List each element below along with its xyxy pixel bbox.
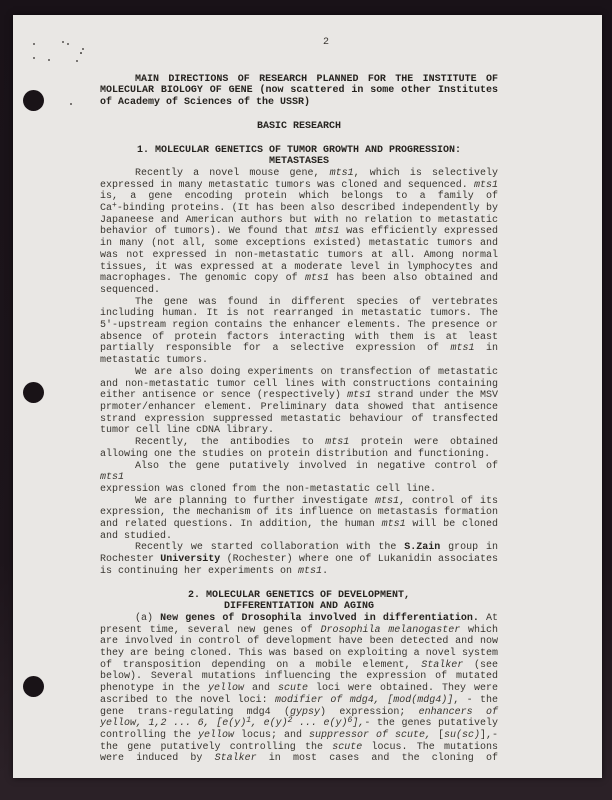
text-segment: , control of its [399, 495, 499, 507]
text-segment: The gene was found in different species of vertebrates [135, 296, 498, 308]
text-segment: macrophages. The genomic copy of [100, 273, 305, 285]
text-segment: mts1 [315, 226, 340, 238]
text-line [100, 97, 498, 109]
text-line [100, 566, 498, 578]
paragraph [100, 297, 498, 367]
text-segment: METASTASES [268, 156, 329, 168]
text-line [100, 590, 498, 602]
text-segment: BASIC RESEARCH [256, 120, 341, 132]
text-segment: mts1 [305, 273, 330, 285]
text-line [100, 554, 498, 566]
text-segment: and related questions. In addition, the human [100, 519, 382, 531]
text-segment: + [112, 201, 117, 211]
text-line [100, 74, 498, 86]
text-segment: absence of protein factors interacting with them is at least [100, 331, 498, 343]
text-segment: 5'-upstream region contains the enhancer elements. The presence or [100, 320, 498, 332]
text-line [100, 542, 498, 554]
text-segment: mts1 [473, 179, 498, 191]
text-segment: loci were obtained. They were [308, 683, 498, 695]
text-segment: Also the gene putatively involved in negative control of [135, 460, 498, 472]
ink-speck [33, 57, 35, 59]
ink-speck [70, 103, 72, 105]
text-segment: (see [463, 659, 498, 671]
text-segment: expression was cloned from the non-metastatic cell line. [100, 483, 437, 495]
text-line [100, 449, 498, 461]
section-heading [100, 590, 498, 613]
text-segment: 6 [347, 716, 353, 726]
text-segment: either antisence or sence (respectively) [100, 390, 348, 402]
page-number: 2 [322, 37, 329, 48]
text-line [100, 461, 498, 484]
text-segment: protein were obtained [349, 437, 498, 449]
text-segment: Drosophila melanogaster [320, 624, 461, 636]
text-segment: present time, several new genes of [100, 624, 321, 636]
text-segment: suppressor of scute, [308, 729, 431, 741]
text-segment: expressed in many metastatic tumors was cloned and sequenced. [100, 179, 474, 191]
ink-speck [67, 43, 69, 45]
text-segment: su(sc) [443, 729, 480, 741]
text-segment: Rochester [100, 554, 161, 566]
text-segment: Japaneese and American authors but with no relation to metastatic [100, 214, 498, 226]
paragraph [100, 461, 498, 496]
paragraph [100, 367, 498, 437]
text-segment: , which is selectively [353, 167, 498, 179]
text-segment: mts1 [450, 343, 475, 355]
text-segment: tumor cell line cDNA library. [100, 425, 275, 437]
text-segment: DIFFERENTIATION AND AGING [223, 601, 375, 613]
text-segment: and [244, 683, 278, 695]
text-segment: of transposition depending on a mobile element, [100, 659, 422, 671]
text-line [100, 402, 498, 414]
text-line [100, 273, 498, 285]
text-segment: New genes of Drosophila involved in differentiation. [160, 612, 479, 624]
text-segment: are involved in control of development have been detected and now [100, 636, 498, 648]
text-line [100, 262, 498, 274]
text-line [100, 297, 498, 309]
text-segment: modifier of mdg4, [mod(mdg4)] [275, 694, 454, 706]
text-line [100, 308, 498, 320]
text-segment: was not expressed in non-metastatic tumors at all. Among normal [100, 249, 498, 261]
text-segment: MOLECULAR BIOLOGY OF GENE (now scattered in some other Institutes [100, 85, 498, 97]
text-line [100, 355, 498, 367]
text-segment: (Rochester) where one of Lukanidin associates [220, 554, 499, 566]
text-segment: enhancers of [418, 706, 499, 718]
text-segment: ], [352, 718, 365, 730]
text-line [100, 226, 498, 238]
text-line [100, 695, 498, 707]
ink-speck [80, 52, 82, 54]
text-segment: group in [440, 542, 498, 554]
text-line [100, 414, 498, 426]
text-segment: At [478, 612, 498, 624]
text-line [100, 648, 498, 660]
text-line [100, 531, 498, 543]
text-segment: - the genes putatively [364, 718, 499, 730]
text-segment: they are being cloned. This was based on exploiting a novel system [100, 648, 498, 660]
text-segment: ],- [479, 729, 498, 741]
text-line [100, 601, 498, 613]
text-segment: partially responsible for a selective expression of [100, 343, 451, 355]
text-line [100, 437, 498, 449]
text-segment: is, a gene encoding protein which belongs to a family of [100, 191, 498, 203]
ink-speck [82, 48, 84, 50]
text-segment: mts1 [100, 472, 125, 484]
text-segment: Ca [100, 203, 113, 215]
text-segment: tissues, it was expressed at a moderate level in lymphocytes and [100, 261, 498, 273]
document-body [100, 74, 498, 765]
text-segment: scute [332, 741, 363, 753]
text-line [100, 425, 498, 437]
document-page [13, 15, 602, 778]
text-line [100, 636, 498, 648]
text-segment: mts1 [375, 495, 400, 507]
paragraph [100, 437, 498, 460]
text-line [100, 367, 498, 379]
text-segment: ascribed to the novel loci: [100, 694, 275, 706]
text-line [100, 215, 498, 227]
text-segment: mts1 [381, 519, 406, 531]
text-segment: and studied. [100, 530, 173, 542]
text-line [100, 156, 498, 168]
text-line [100, 519, 498, 531]
text-segment: -binding proteins. (It has been also described independently by [116, 203, 498, 215]
paragraph [100, 542, 498, 577]
text-segment: of Academy of Sciences of the USSR) [100, 97, 311, 109]
punch-hole [23, 676, 44, 697]
text-line [100, 390, 498, 402]
text-segment: including human. It is not rearranged in metastatic tumors. The [100, 308, 498, 320]
text-line [100, 343, 498, 355]
text-segment: scute [277, 683, 308, 695]
text-line [100, 85, 498, 97]
text-segment: ) expression; [320, 706, 419, 718]
text-line [100, 191, 498, 203]
text-line [100, 613, 498, 625]
text-segment: mts1 [329, 167, 354, 179]
text-segment: strand under the MSV [371, 390, 498, 402]
text-line [100, 332, 498, 344]
punch-hole [23, 90, 44, 111]
text-line [100, 145, 498, 157]
text-line [100, 285, 498, 297]
text-segment: below). Several mutations influencing the expression of mutated [100, 671, 498, 683]
text-segment: , - the [453, 694, 499, 706]
section-heading [100, 145, 498, 168]
text-line [100, 250, 498, 262]
text-segment: 1 [246, 716, 252, 726]
text-segment: Stalker [421, 659, 464, 671]
text-line [100, 730, 498, 742]
ink-speck [33, 43, 35, 45]
text-line [100, 671, 498, 683]
text-segment: mts1 [325, 437, 350, 449]
text-segment: mts1 [298, 565, 323, 577]
text-segment: which [460, 624, 498, 636]
text-line [100, 707, 498, 719]
text-segment: in many (not all, some exceptions existed) metastatic tumors and [100, 238, 498, 250]
ink-speck [76, 60, 78, 62]
text-line [100, 625, 498, 637]
text-segment: . [322, 565, 329, 577]
text-line [100, 683, 498, 695]
text-line [100, 379, 498, 391]
text-segment: yellow, 1,2 ... 6, [e(y) [100, 718, 247, 730]
document-title [100, 74, 498, 109]
text-segment: the gene putatively controlling the [100, 741, 333, 753]
text-segment: locus. The mutations [362, 741, 498, 753]
text-segment: mts1 [347, 390, 372, 402]
text-line [100, 660, 498, 672]
text-segment: yellow [207, 683, 244, 695]
text-line [100, 718, 498, 730]
text-line [100, 180, 498, 192]
text-segment: metastatic tumors. [100, 355, 209, 367]
text-segment: phenotype in the [100, 683, 208, 695]
text-segment: 1. MOLECULAR GENETICS OF TUMOR GROWTH AND PROGRESSION: [136, 144, 462, 156]
text-line [100, 121, 498, 133]
text-segment: strand expression suppressed metastatic behaviour of transfected [100, 413, 498, 425]
paragraph [100, 168, 498, 297]
text-segment: 2. MOLECULAR GENETICS OF DEVELOPMENT, [187, 589, 411, 601]
text-segment: will be cloned [405, 519, 499, 531]
text-segment: Recently a novel mouse gene, [135, 167, 330, 179]
text-segment: We are planning to further investigate [135, 495, 375, 507]
text-segment: Stalker [214, 753, 257, 765]
paragraph [100, 613, 498, 765]
text-segment: yellow [197, 729, 234, 741]
text-line [100, 496, 498, 508]
text-segment: MAIN DIRECTIONS OF RESEARCH PLANNED FOR THE INSTITUTE OF [135, 73, 498, 85]
section-heading [100, 121, 498, 133]
text-line [100, 484, 498, 496]
text-segment: Recently, the antibodies to [135, 437, 326, 449]
text-segment: Recently we started collaboration with the [135, 542, 405, 554]
text-segment: S.Zain [404, 542, 441, 554]
text-line [100, 507, 498, 519]
punch-hole [23, 382, 44, 403]
text-segment: was efficiently expressed [339, 226, 498, 238]
ink-speck [62, 41, 64, 43]
text-segment: ... e(y) [292, 718, 348, 730]
text-segment: and non-metastatic tumor cell lines with constructions containing [100, 378, 498, 390]
text-segment: gene trans-regulating mdg4 ( [100, 706, 290, 718]
document-content [100, 37, 498, 765]
text-segment: , e(y) [251, 718, 288, 730]
ink-speck [48, 59, 50, 61]
text-segment: behavior of tumors). We found that [100, 226, 316, 238]
text-segment: [ [430, 729, 444, 741]
text-segment: gypsy [290, 706, 321, 718]
text-segment: prmoter/enhancer element. Preliminary data showed that antisence [100, 401, 498, 413]
text-line [100, 742, 498, 754]
text-segment: We are also doing experiments on transfection of metastatic [135, 366, 498, 378]
text-segment: controlling the [100, 729, 198, 741]
text-segment: allowing one the studies on protein distribution and functioning. [100, 448, 491, 460]
text-segment: (a) [135, 612, 161, 624]
text-segment: University [160, 554, 221, 566]
text-segment: in most cases and the cloning of [256, 753, 498, 765]
text-line [100, 168, 498, 180]
text-line [100, 320, 498, 332]
paragraph [100, 496, 498, 543]
text-segment: 2 [287, 716, 293, 726]
text-line [100, 203, 498, 215]
text-segment: in [474, 343, 498, 355]
text-segment: is continuing her experiments on [100, 565, 299, 577]
text-line [100, 238, 498, 250]
text-segment: sequenced. [100, 284, 161, 296]
text-segment: locus; and [234, 729, 309, 741]
text-segment: expression, the mechanism of its influence on metastasis formation [100, 507, 498, 519]
text-line [100, 753, 498, 765]
text-segment: has been also obtained and [329, 273, 498, 285]
text-segment: were induced by [100, 753, 215, 765]
